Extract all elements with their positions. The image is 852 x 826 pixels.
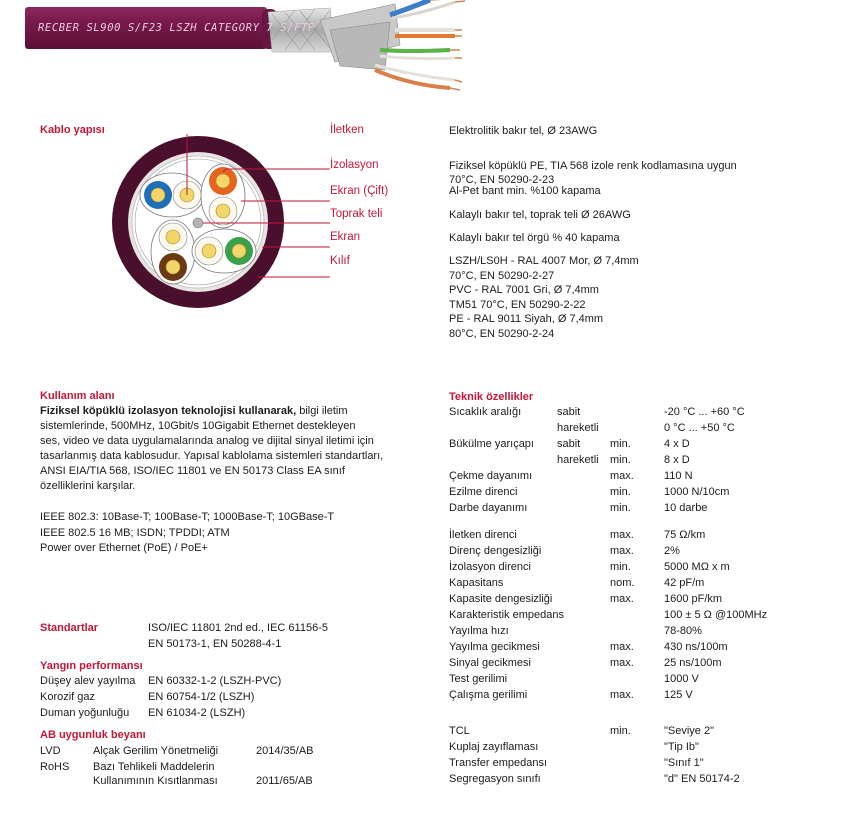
spec-value: 430 ns/100m	[664, 641, 728, 653]
spec-lim: max.	[610, 529, 634, 541]
cable-cross-section-diagram	[110, 134, 335, 314]
usage-line: tasarlanmış data kablosudur. Yapısal kablolama sistemleri standartları,	[40, 450, 384, 462]
spec-lim: min.	[610, 561, 631, 573]
spec-value: 110 N	[664, 470, 693, 482]
spec-label: Kuplaj zayıflaması	[449, 741, 539, 753]
spec-row	[449, 502, 789, 518]
desc-toprak-teli: Kalaylı bakır tel, toprak teli Ø 26AWG	[449, 209, 631, 221]
spec-value: 25 ns/100m	[664, 657, 722, 669]
spec-label: Transfer empedansı	[449, 757, 548, 769]
spec-row	[449, 741, 789, 757]
spec-cond: sabit	[557, 406, 581, 418]
cable-illustration	[0, 0, 852, 100]
usage-line: özelliklerini karşılar.	[40, 480, 136, 492]
spec-row	[449, 561, 789, 577]
ab-desc: Kullanımının Kısıtlanması	[93, 775, 218, 787]
spec-row	[449, 486, 789, 502]
label-ekran-cift: Ekran (Çift)	[330, 185, 389, 197]
spec-value: 0 °C ... +50 °C	[664, 422, 735, 434]
spec-value: 1000 V	[664, 673, 699, 685]
ab-code: RoHS	[40, 761, 70, 773]
spec-lim: max.	[610, 470, 634, 482]
usage-line: ses, video ve data uygulamalarında analog ve dijital sinyal iletimi için	[40, 435, 374, 447]
section-title-kablo-yapisi: Kablo yapısı	[40, 124, 105, 136]
spec-value: "Tip Ib"	[664, 741, 699, 753]
label-izolasyon: İzolasyon	[330, 159, 379, 171]
spec-value: 1600 pF/km	[664, 593, 723, 605]
kilif-line: 70°C, EN 50290-2-27	[449, 269, 555, 282]
spec-row	[449, 438, 789, 454]
desc-ekran-cift: Al-Pet bant min. %100 kapama	[449, 185, 601, 197]
technical-specs-table	[449, 406, 789, 796]
spec-row	[449, 406, 789, 422]
spec-row	[449, 673, 789, 689]
section-title-kullanim-alani: Kullanım alanı	[40, 390, 115, 402]
label-kilif: Kılıf	[330, 255, 350, 267]
spec-lim: min.	[610, 438, 631, 450]
spec-row	[449, 454, 789, 470]
fire-value: EN 61034-2 (LSZH)	[148, 707, 246, 719]
ab-ref: 2011/65/AB	[256, 775, 313, 787]
standards-line: ISO/IEC 11801 2nd ed., IEC 61156-5	[148, 622, 328, 634]
desc-izolasyon-1: Fiziksel köpüklü PE, TIA 568 izole renk kodlamasına uygun	[449, 160, 737, 172]
desc-iletken: Elektrolitik bakır tel, Ø 23AWG	[449, 125, 598, 137]
spec-label: Sinyal gecikmesi	[449, 657, 531, 669]
spec-label: Yayılma gecikmesi	[449, 641, 540, 653]
spec-label: Bükülme yarıçapı	[449, 438, 534, 450]
kilif-line: PVC - RAL 7001 Gri, Ø 7,4mm	[449, 284, 599, 296]
fire-value: EN 60754-1/2 (LSZH)	[148, 691, 255, 703]
spec-row	[449, 609, 789, 625]
fire-label: Korozif gaz	[40, 691, 96, 703]
spec-value: 1000 N/10cm	[664, 486, 730, 498]
spec-lim: max.	[610, 641, 634, 653]
spec-row	[449, 725, 789, 741]
spec-value: -20 °C ... +60 °C	[664, 406, 745, 418]
spec-lim: max.	[610, 657, 634, 669]
spec-row	[449, 593, 789, 609]
spec-lim: min.	[610, 502, 631, 514]
spec-value: 75 Ω/km	[664, 529, 706, 541]
ab-table	[40, 745, 400, 795]
spec-row	[449, 625, 789, 641]
cable-print-text: RECBER SL900 S/F23 LSZH CATEGORY 7 S/FTP	[38, 22, 315, 34]
spec-row	[449, 657, 789, 673]
application-list	[40, 511, 334, 558]
spec-label: Kapasitans	[449, 577, 504, 589]
kilif-line: 80°C, EN 50290-2-24	[449, 327, 555, 340]
spec-row	[449, 641, 789, 657]
spec-value: 78-80%	[664, 625, 702, 637]
spec-label: Çekme dayanımı	[449, 470, 533, 482]
spec-lim: max.	[610, 545, 634, 557]
fire-performance-table	[40, 675, 400, 725]
spec-value: 42 pF/m	[664, 577, 705, 589]
spec-row	[449, 757, 789, 773]
usage-line: bilgi iletim	[296, 405, 348, 417]
fire-row	[40, 707, 400, 723]
ab-row-cont	[40, 775, 400, 791]
application-item: IEEE 802.3: 10Base-T; 100Base-T; 1000Base-T; 10GBase-T	[40, 511, 335, 523]
spec-label: İzolasyon direnci	[449, 561, 531, 573]
spec-cond: hareketli	[557, 422, 599, 434]
spec-cond: hareketli	[557, 454, 599, 466]
spec-label: Segregasyon sınıfı	[449, 773, 541, 785]
spec-value: "d" EN 50174-2	[664, 773, 740, 785]
standards-line: EN 50173-1, EN 50288-4-1	[148, 638, 282, 650]
spec-label: Test gerilimi	[449, 673, 508, 685]
section-title-yangin: Yangın performansı	[40, 660, 143, 672]
ab-row	[40, 745, 400, 761]
spec-lim: min.	[610, 725, 631, 737]
spec-label: Sıcaklık aralığı	[449, 406, 522, 418]
ab-desc: Bazı Tehlikeli Maddelerin	[93, 761, 215, 773]
label-toprak-teli: Toprak teli	[330, 208, 383, 220]
usage-line: ANSI EIA/TIA 568, ISO/IEC 11801 ve EN 50173 Class EA sınıf	[40, 465, 345, 477]
spec-value: 4 x D	[664, 438, 690, 450]
spec-row	[449, 422, 789, 438]
spec-label: Yayılma hızı	[449, 625, 509, 637]
kilif-line: LSZH/LS0H - RAL 4007 Mor, Ø 7,4mm	[449, 255, 639, 267]
spec-label: Karakteristik empedans	[449, 609, 564, 621]
spec-row	[449, 689, 789, 705]
usage-bold-intro: Fiziksel köpüklü izolasyon teknolojisi kullanarak,	[40, 405, 297, 417]
label-iletken: İletken	[330, 124, 364, 136]
spec-value: 5000 MΩ x m	[664, 561, 730, 573]
spec-value: "Sınıf 1"	[664, 757, 704, 769]
cable-photo	[0, 0, 852, 100]
spec-cond: sabit	[557, 438, 581, 450]
fire-label: Duman yoğunluğu	[40, 707, 130, 719]
ab-ref: 2014/35/AB	[256, 745, 314, 757]
fire-row	[40, 675, 400, 691]
kilif-line: TM51 70°C, EN 50290-2-22	[449, 298, 586, 311]
usage-description	[40, 405, 400, 495]
spec-label: Çalışma gerilimi	[449, 689, 528, 701]
spec-label: Darbe dayanımı	[449, 502, 528, 514]
kilif-line: PE - RAL 9011 Siyah, Ø 7,4mm	[449, 313, 604, 325]
spec-label: TCL	[449, 725, 470, 737]
ab-desc: Alçak Gerilim Yönetmeliği	[93, 745, 219, 757]
spec-value: "Seviye 2"	[664, 725, 714, 737]
spec-row	[449, 545, 789, 561]
spec-lim: nom.	[610, 577, 635, 589]
spec-lim: max.	[610, 689, 634, 701]
section-title-ab-uygunluk: AB uygunluk beyanı	[40, 729, 146, 741]
spec-label: İletken direnci	[449, 529, 517, 541]
spec-label: Direnç dengesizliği	[449, 545, 542, 557]
application-item: IEEE 802.5 16 MB; ISDN; TPDDI; ATM	[40, 526, 230, 539]
spec-row	[449, 529, 789, 545]
spec-label: Kapasite dengesizliği	[449, 593, 553, 605]
fire-label: Düşey alev yayılma	[40, 675, 136, 687]
spec-value: 100 ± 5 Ω @100MHz	[664, 609, 768, 621]
ab-code: LVD	[40, 745, 61, 757]
spec-value: 125 V	[664, 689, 693, 701]
spec-value: 2%	[664, 545, 680, 557]
application-item: Power over Ethernet (PoE) / PoE+	[40, 542, 208, 554]
spec-row	[449, 773, 789, 789]
desc-izolasyon-2: 70°C, EN 50290-2-23	[449, 174, 555, 186]
fire-row	[40, 691, 400, 707]
desc-ekran: Kalaylı bakır tel örgü % 40 kapama	[449, 232, 620, 244]
spec-value: 8 x D	[664, 454, 690, 466]
spec-value: 10 darbe	[664, 502, 708, 514]
fire-value: EN 60332-1-2 (LSZH-PVC)	[148, 675, 282, 687]
section-title-teknik: Teknik özellikler	[449, 391, 534, 403]
usage-line: sistemlerinde, 500MHz, 10Gbit/s 10Gigabit Ethernet destekleyen	[40, 420, 356, 432]
label-ekran: Ekran	[330, 231, 361, 243]
spec-label: Ezilme direnci	[449, 486, 518, 498]
spec-lim: min.	[610, 454, 631, 466]
desc-kilif	[449, 255, 639, 342]
section-title-standartlar: Standartlar	[40, 622, 99, 634]
spec-lim: min.	[610, 486, 631, 498]
spec-lim: max.	[610, 593, 634, 605]
spec-row	[449, 470, 789, 486]
spec-row	[449, 577, 789, 593]
